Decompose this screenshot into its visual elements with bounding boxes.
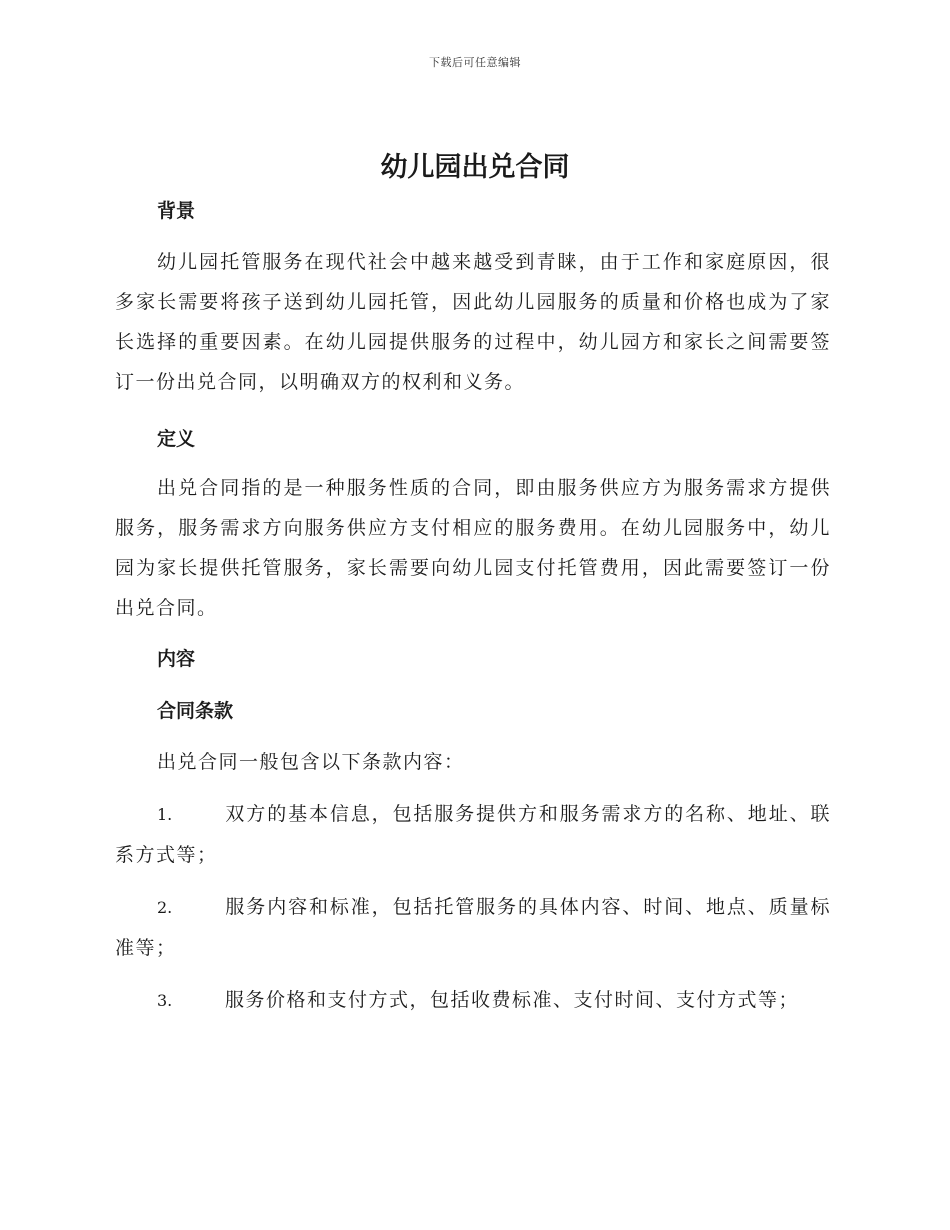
list-item-number: 3.: [157, 991, 173, 1010]
list-item: [115, 887, 831, 968]
page-header-note: 下载后可任意编辑: [429, 56, 521, 69]
document-body: [115, 192, 831, 1021]
section-heading-definition: 定义: [157, 428, 196, 450]
list-item-number: 1.: [157, 805, 173, 824]
list-item-number: 2.: [157, 898, 173, 917]
list-item-text: 服务内容和标准，包括托管服务的具体内容、时间、地点、质量标准等；: [115, 896, 831, 959]
section-heading-background: 背景: [157, 200, 196, 222]
terms-intro-paragraph: 出兑合同一般包含以下条款内容：: [157, 751, 465, 773]
list-item-text: 服务价格和支付方式，包括收费标准、支付时间、支付方式等；: [225, 989, 800, 1011]
list-item: [115, 980, 831, 1021]
background-paragraph: 幼儿园托管服务在现代社会中越来越受到青睐，由于工作和家庭原因，很多家长需要将孩子送到幼儿园托管，因此幼儿园服务的质量和价格也成为了家长选择的重要因素。在幼儿园提供服务的过程中，幼儿园方和家长之间需要签订一份出兑合同，以明确双方的权利和义务。: [115, 251, 831, 393]
list-item: [115, 794, 831, 875]
list-item-text: 双方的基本信息，包括服务提供方和服务需求方的名称、地址、联系方式等；: [115, 803, 831, 866]
document-title: 幼儿园出兑合同: [380, 152, 570, 183]
section-heading-contract-terms: 合同条款: [157, 700, 234, 722]
section-heading-content: 内容: [157, 648, 196, 670]
definition-paragraph: 出兑合同指的是一种服务性质的合同，即由服务供应方为服务需求方提供服务，服务需求方向服务供应方支付相应的服务费用。在幼儿园服务中，幼儿园为家长提供托管服务，家长需要向幼儿园支付托管费用，因此需要签订一份出兑合同。: [115, 477, 831, 619]
